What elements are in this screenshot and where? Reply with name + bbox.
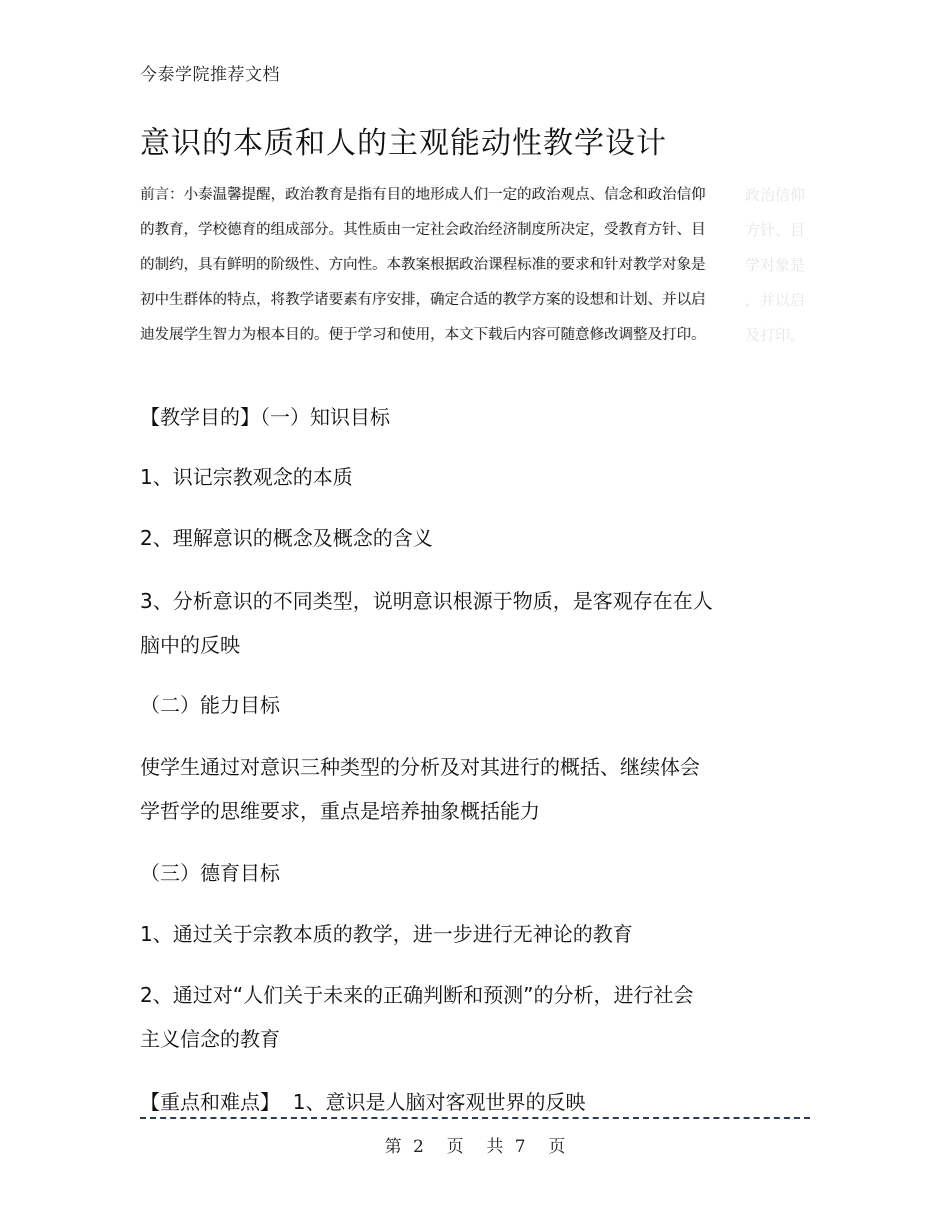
knowledge-item-line: 3、分析意识的不同类型，说明意识根源于物质，是客观存在在人 (140, 589, 713, 613)
ability-heading: （二）能力目标 (140, 693, 280, 717)
preface-line: 迪发展学生智力为根本目的。便于学习和使用，本文下载后内容可随意修改调整及打印。 (140, 327, 706, 343)
ghost-fragment: 方针、目 (745, 221, 806, 239)
ability-line: 学哲学的思维要求，重点是培养抽象概括能力 (140, 799, 540, 823)
ghost-fragment: ，并以启 (745, 291, 806, 309)
moral-item (140, 980, 780, 1054)
document-title: 意识的本质和人的主观能动性教学设计 (140, 126, 667, 161)
knowledge-item (140, 586, 780, 660)
ghost-fragment: 政治信仰 (745, 186, 806, 204)
preface-line: 的教育，学校德育的组成部分。其性质由一定社会政治经济制度所决定，受教育方针、目 (140, 222, 706, 238)
page-footer: 第 2 页 共 7 页 (384, 1137, 566, 1157)
ability-line: 使学生通过对意识三种类型的分析及对其进行的概括、继续体会 (140, 755, 700, 779)
ability-paragraph (140, 752, 780, 826)
knowledge-item: 1、识记宗教观念的本质 (140, 465, 353, 489)
moral-item: 1、通过关于宗教本质的教学，进一步进行无神论的教育 (140, 922, 633, 946)
preface-line: 初中生群体的特点，将教学诸要素有序安排，确定合适的教学方案的设想和计划、并以启 (140, 292, 706, 308)
objectives-heading: 【教学目的】（一）知识目标 (140, 405, 390, 429)
moral-item-line: 主义信念的教育 (140, 1027, 280, 1051)
preface-block (140, 178, 780, 353)
knowledge-item: 2、理解意识的概念及概念的含义 (140, 526, 433, 550)
preface-line: 的制约，具有鲜明的阶级性、方向性。本教案根据政治课程标准的要求和针对教学对象是 (140, 257, 706, 273)
ghost-fragment: 学对象是 (745, 256, 806, 274)
header-label: 今泰学院推荐文档 (140, 65, 280, 85)
preface-line: 前言：小泰温馨提醒，政治教育是指有目的地形成人们一定的政治观点、信念和政治信仰 (140, 187, 706, 203)
ghost-fragment: 及打印。 (745, 326, 806, 344)
moral-item-line: 2、通过对“人们关于未来的正确判断和预测”的分析，进行社会 (140, 983, 694, 1007)
dashed-divider (140, 1117, 810, 1119)
moral-heading: （三）德育目标 (140, 861, 280, 885)
knowledge-item-line: 脑中的反映 (140, 633, 240, 657)
key-points: 【重点和难点】 1、意识是人脑对客观世界的反映 (140, 1090, 586, 1114)
